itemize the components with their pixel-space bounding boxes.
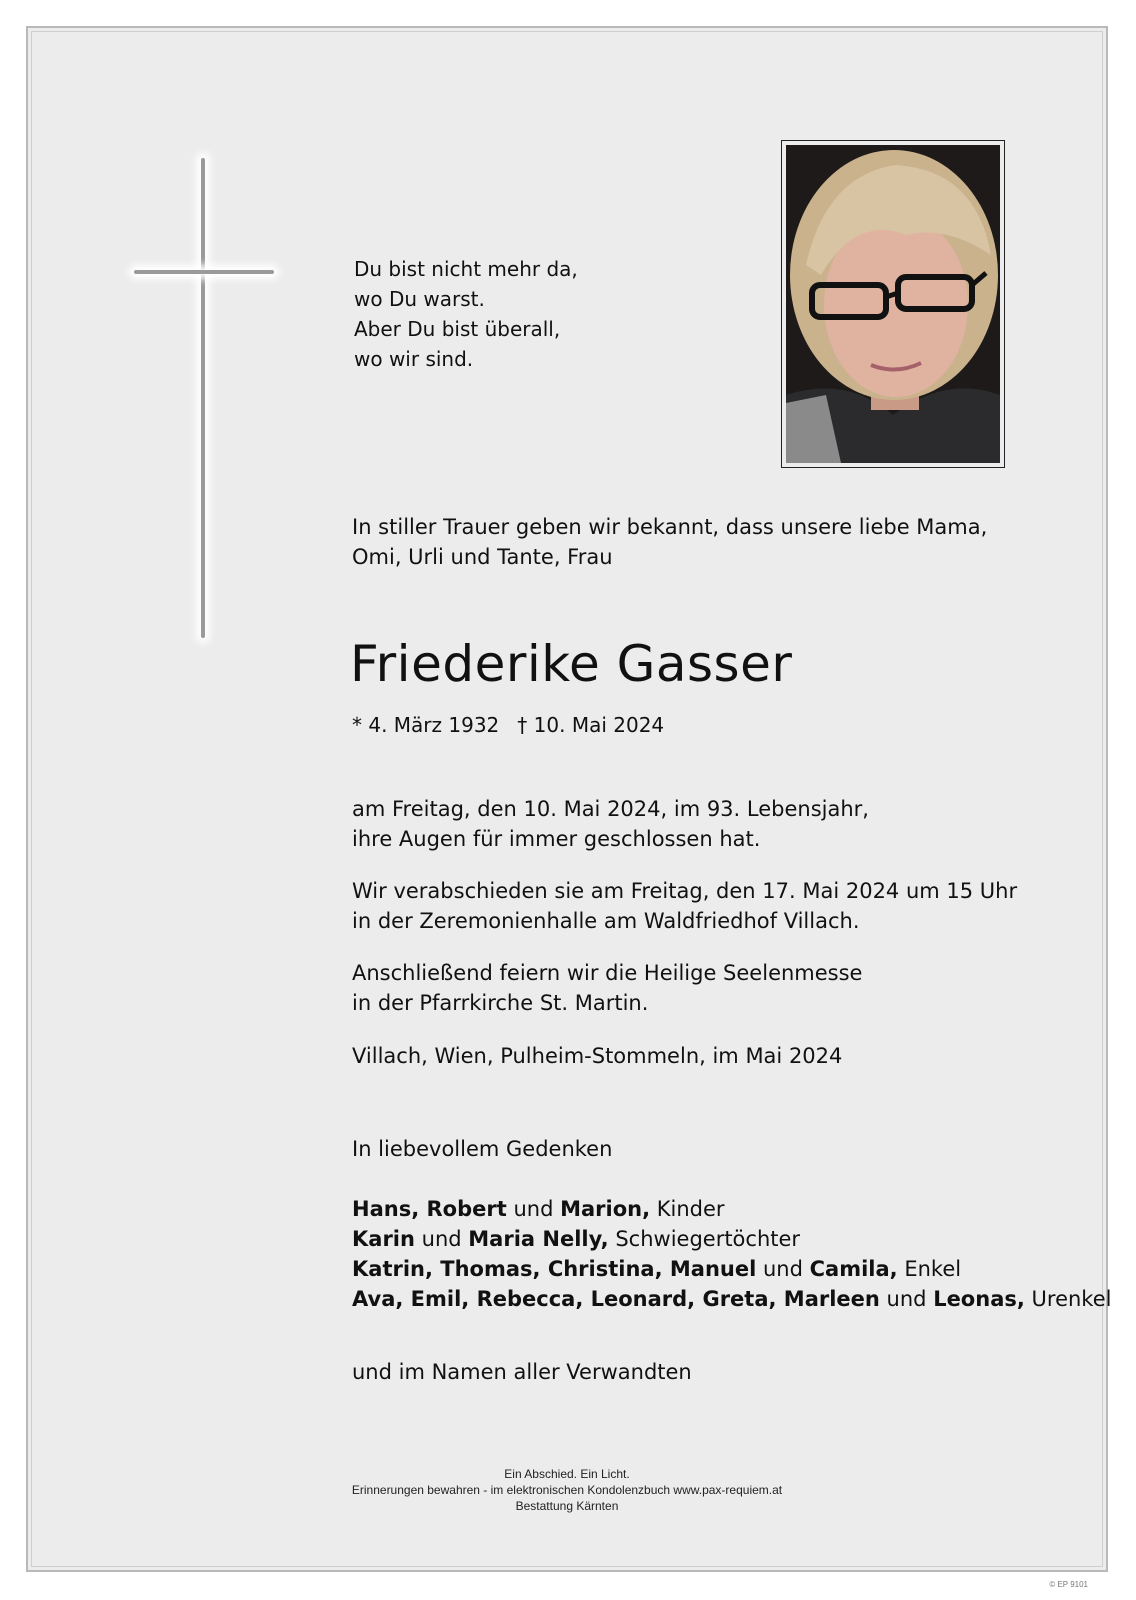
- footer-line: Erinnerungen bewahren - im elektronischen Kondolenzbuch www.pax-requiem.at: [351, 1483, 783, 1497]
- passing-text: [352, 794, 869, 854]
- poem-line: wo wir sind.: [354, 347, 474, 371]
- family-grandchildren: Katrin, Thomas, Christina, Manuel und Camila, Enkel: [352, 1257, 962, 1281]
- mass-line: in der Pfarrkirche St. Martin.: [352, 991, 649, 1015]
- intro-line: In stiller Trauer geben wir bekannt, dass unsere liebe Mama,: [352, 515, 988, 539]
- portrait-photo: [786, 145, 1000, 463]
- print-code: © EP 9101: [1049, 1580, 1088, 1589]
- parte-card: [26, 26, 1112, 1572]
- passing-line: ihre Augen für immer geschlossen hat.: [352, 827, 761, 851]
- farewell-text: [352, 876, 1017, 936]
- memory-text: In liebevollem Gedenken: [352, 1137, 613, 1161]
- mass-text: [352, 958, 862, 1018]
- farewell-line: in der Zeremonienhalle am Waldfriedhof Villach.: [352, 909, 860, 933]
- poem-line: Aber Du bist überall,: [354, 317, 561, 341]
- poem-line: Du bist nicht mehr da,: [354, 257, 578, 281]
- portrait-illustration: [786, 145, 1000, 463]
- family-great-grandchildren: Ava, Emil, Rebecca, Leonard, Greta, Marleen und Leonas, Urenkel: [352, 1287, 1112, 1311]
- passing-line: am Freitag, den 10. Mai 2024, im 93. Lebensjahr,: [352, 797, 869, 821]
- family-children: Hans, Robert und Marion, Kinder: [352, 1197, 725, 1221]
- footer-line: Bestattung Kärnten: [515, 1499, 619, 1513]
- footer: [28, 1466, 1106, 1514]
- life-dates: [352, 710, 664, 740]
- deceased-name: Friederike Gasser: [350, 635, 793, 693]
- family-list: [352, 1194, 1111, 1314]
- relatives-text: und im Namen aller Verwandten: [352, 1360, 692, 1384]
- portrait-frame: [781, 140, 1005, 468]
- birth-date: * 4. März 1932: [352, 713, 500, 737]
- death-date: † 10. Mai 2024: [517, 713, 665, 737]
- mass-line: Anschließend feiern wir die Heilige Seelenmesse: [352, 961, 863, 985]
- cross-icon: [201, 158, 205, 638]
- intro: [352, 512, 987, 572]
- intro-line: Omi, Urli und Tante, Frau: [352, 545, 613, 569]
- cross-icon-bar: [134, 270, 274, 274]
- poem-line: wo Du warst.: [354, 287, 485, 311]
- family-daughters-in-law: Karin und Maria Nelly, Schwiegertöchter: [352, 1227, 801, 1251]
- poem: [354, 254, 578, 374]
- place-date: Villach, Wien, Pulheim-Stommeln, im Mai 2024: [352, 1044, 843, 1068]
- footer-line: Ein Abschied. Ein Licht.: [504, 1467, 630, 1481]
- farewell-line: Wir verabschieden sie am Freitag, den 17. Mai 2024 um 15 Uhr: [352, 879, 1018, 903]
